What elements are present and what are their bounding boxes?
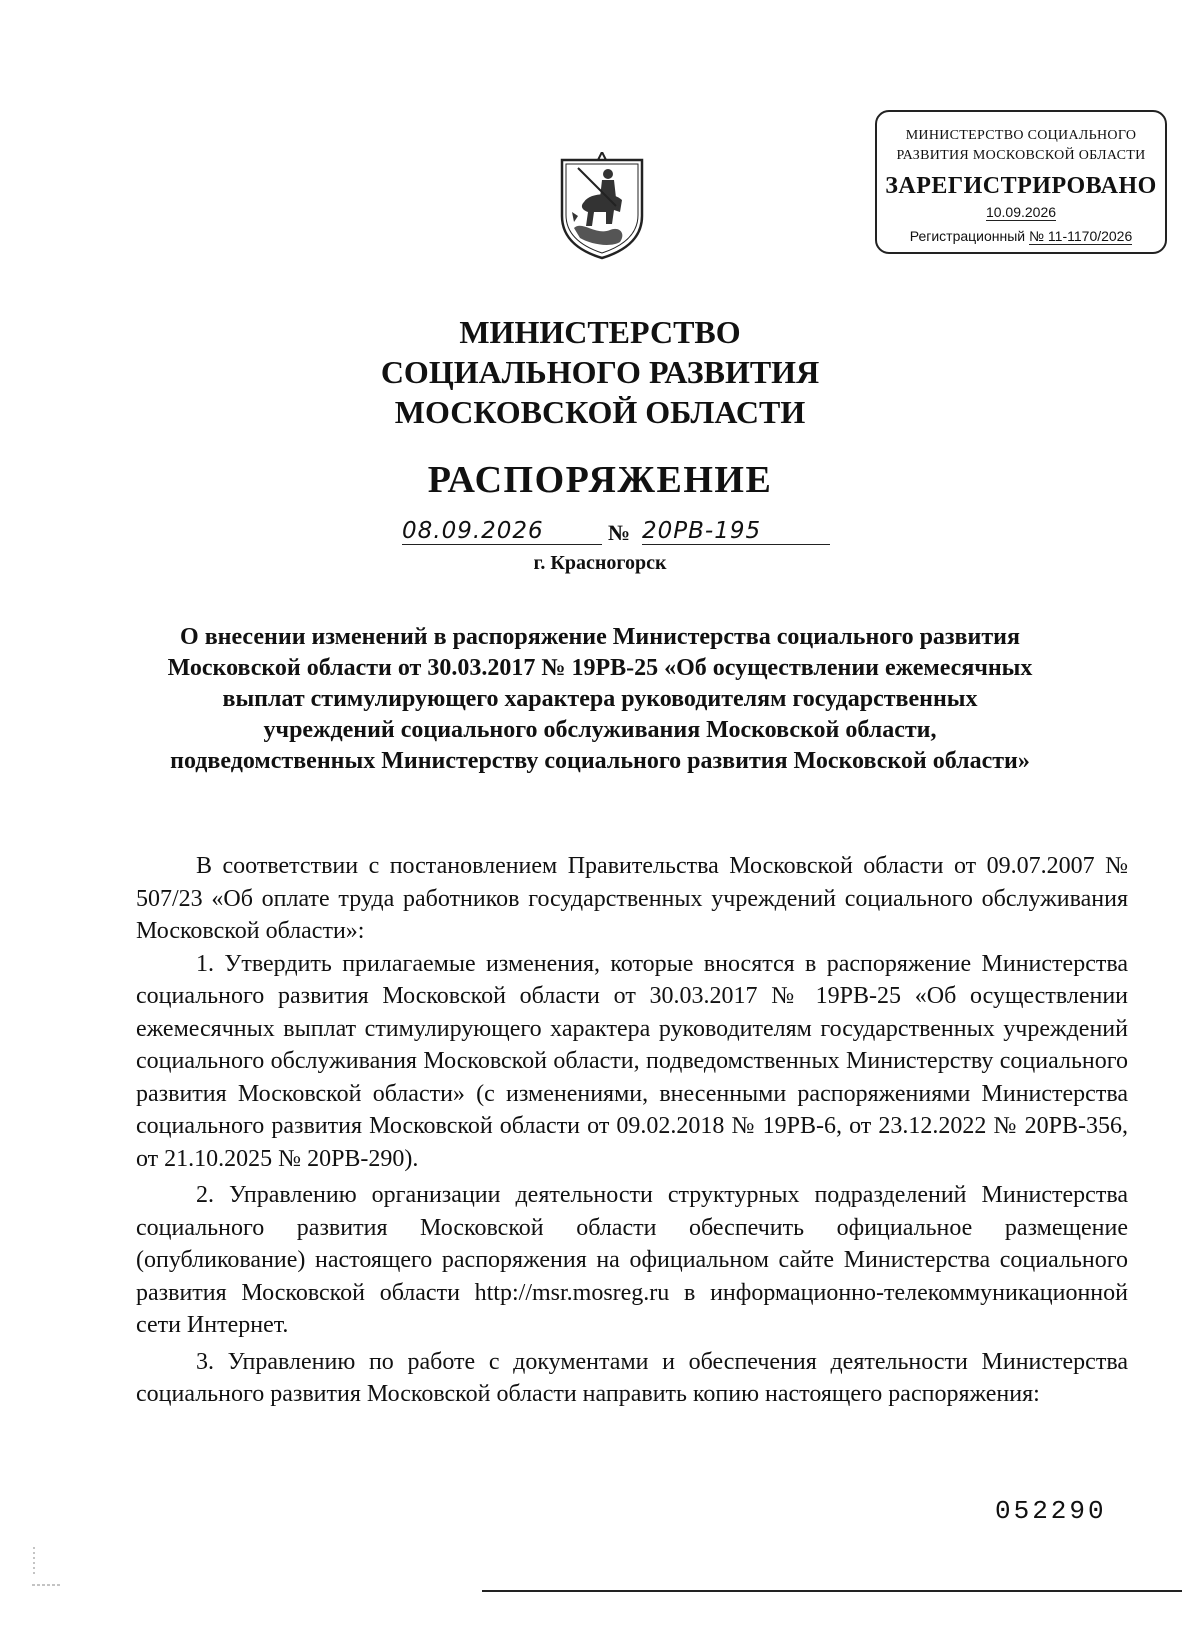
item-1-paragraph: 1. Утвердить прилагаемые изменения, которые вносятся в распоряжение Министерства социального развития Московской области от 30.03.2017 № 19РВ-25 «Об осуществлении ежемесячных выплат стимулирующего характера руководителям государственных учреждений социального обслуживания Московской области, подведомственных Министерству социального развития Московской области» (с изменениями, внесенными распоряжениями Министерства социального развития Московской области от 09.02.2018 № 19РВ-6, от 23.12.2022 № 20РВ-356, от 21.10.2025 № 20РВ-290). bbox=[136, 950, 1128, 1172]
stamp-org-line2: РАЗВИТИЯ МОСКОВСКОЙ ОБЛАСТИ bbox=[896, 148, 1146, 163]
item-3-paragraph: 3. Управлению по работе с документами и обеспечения деятельности Министерства социального развития Московской области направить копию настоящего распоряжения: bbox=[136, 1348, 1128, 1407]
item-2-paragraph: 2. Управлению организации деятельности структурных подразделений Министерства социального развития Московской области обеспечить официальное размещение (опубликование) настоящего распоряжения на официальном сайте Министерства социального развития Московской области http://msr.mosreg.ru в информационно-телекоммуникационной сети Интернет. bbox=[136, 1182, 1128, 1338]
bottom-rule bbox=[482, 1590, 1182, 1592]
ministry-line1: МИНИСТЕРСТВО bbox=[459, 314, 741, 350]
stamp-reg-label: Регистрационный bbox=[909, 228, 1026, 244]
ministry-line2: СОЦИАЛЬНОГО РАЗВИТИЯ bbox=[380, 354, 820, 390]
scan-artifact bbox=[30, 1545, 70, 1595]
form-code: 052290 bbox=[995, 1496, 1107, 1526]
stamp-date: 10.09.2026 bbox=[985, 204, 1057, 220]
stamp-reg-number: № 11-1170/2026 bbox=[1029, 228, 1133, 244]
stamp-status: ЗАРЕГИСТРИРОВАНО bbox=[885, 173, 1157, 199]
ministry-line3: МОСКОВСКОЙ ОБЛАСТИ bbox=[394, 394, 806, 430]
subject-line2: Московской области от 30.03.2017 № 19РВ-25 «Об осуществлении ежемесячных bbox=[167, 655, 1033, 681]
date-number-line bbox=[402, 518, 832, 552]
subject-line4: учреждений социального обслуживания Московской области, bbox=[263, 717, 937, 743]
moscow-oblast-coat-of-arms-icon bbox=[556, 152, 648, 262]
subject-line5: подведомственных Министерству социального развития Московской области» bbox=[170, 748, 1030, 774]
document-subject bbox=[120, 622, 1080, 777]
subject-line1: О внесении изменений в распоряжение Министерства социального развития bbox=[180, 624, 1020, 650]
handwritten-date: 08.09.2026 bbox=[402, 518, 602, 545]
registration-stamp bbox=[875, 110, 1167, 254]
stamp-registration bbox=[877, 226, 1165, 246]
document-body bbox=[136, 850, 1128, 1411]
preamble-paragraph: В соответствии с постановлением Правительства Московской области от 09.07.2007 № 507/23 «Об оплате труда работников государственных учреждений социального обслуживания Московской области»: bbox=[136, 853, 1128, 944]
handwritten-number: 20РВ-195 bbox=[642, 518, 830, 545]
document-type: РАСПОРЯЖЕНИЕ bbox=[427, 459, 773, 501]
city: г. Красногорск bbox=[533, 552, 667, 574]
stamp-org-line1: МИНИСТЕРСТВО СОЦИАЛЬНОГО bbox=[905, 128, 1137, 143]
ministry-name bbox=[0, 312, 1200, 432]
subject-line3: выплат стимулирующего характера руководителям государственных bbox=[222, 686, 978, 712]
number-sign: № bbox=[608, 520, 631, 545]
